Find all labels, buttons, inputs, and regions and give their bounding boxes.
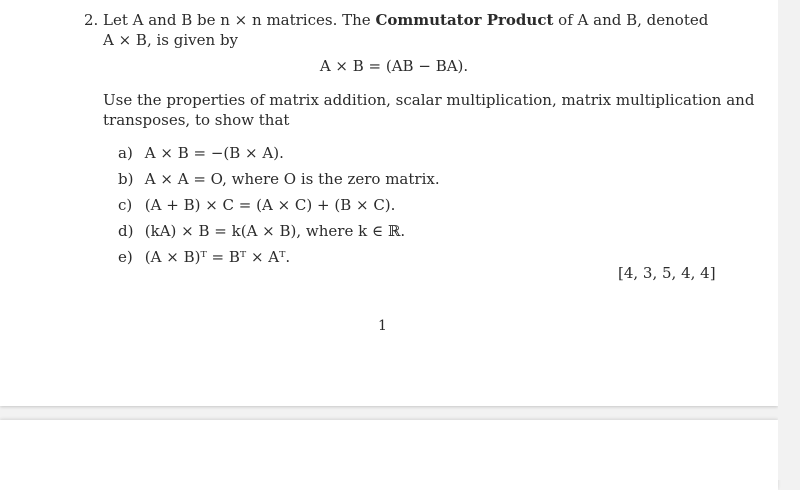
question-intro-line-2: A × B, is given by bbox=[103, 31, 239, 49]
commutator-definition: A × B = (AB − BA). bbox=[319, 57, 469, 75]
part-a bbox=[118, 140, 704, 166]
intro-text-start: Let A and B be n × n matrices. The bbox=[103, 11, 371, 29]
part-label: d) bbox=[118, 222, 134, 240]
part-c bbox=[118, 192, 704, 218]
intro-text-end: of A and B, denoted bbox=[558, 11, 709, 29]
part-label: e) bbox=[118, 248, 133, 266]
question-intro-line-1 bbox=[84, 10, 709, 30]
part-label: a) bbox=[118, 144, 133, 162]
instruction-line-2: transposes, to show that bbox=[103, 111, 290, 129]
marks-allocation: [4, 3, 5, 4, 4] bbox=[618, 264, 716, 282]
parts-list bbox=[84, 140, 704, 270]
question-block bbox=[84, 10, 755, 270]
part-label: c) bbox=[118, 196, 133, 214]
instruction-paragraph bbox=[84, 90, 755, 130]
part-text: (kA) × B = k(A × B), where k ∈ ℝ. bbox=[144, 222, 406, 240]
part-e bbox=[118, 244, 704, 270]
part-text: (A + B) × C = (A × C) + (B × C). bbox=[144, 196, 396, 214]
part-text: (A × B)ᵀ = Bᵀ × Aᵀ. bbox=[144, 248, 291, 266]
part-text: A × B = −(B × A). bbox=[144, 144, 284, 162]
part-b bbox=[118, 166, 704, 192]
commutator-product-term: Commutator Product bbox=[375, 11, 554, 29]
part-label: b) bbox=[118, 170, 134, 188]
page-number: 1 bbox=[378, 318, 387, 334]
question-number: 2. bbox=[84, 11, 99, 29]
instruction-line-1: Use the properties of matrix addition, scalar multiplication, matrix multiplication and bbox=[103, 91, 755, 109]
part-d bbox=[118, 218, 704, 244]
part-text: A × A = O, where O is the zero matrix. bbox=[144, 170, 440, 188]
scrollbar-track[interactable] bbox=[778, 0, 800, 480]
